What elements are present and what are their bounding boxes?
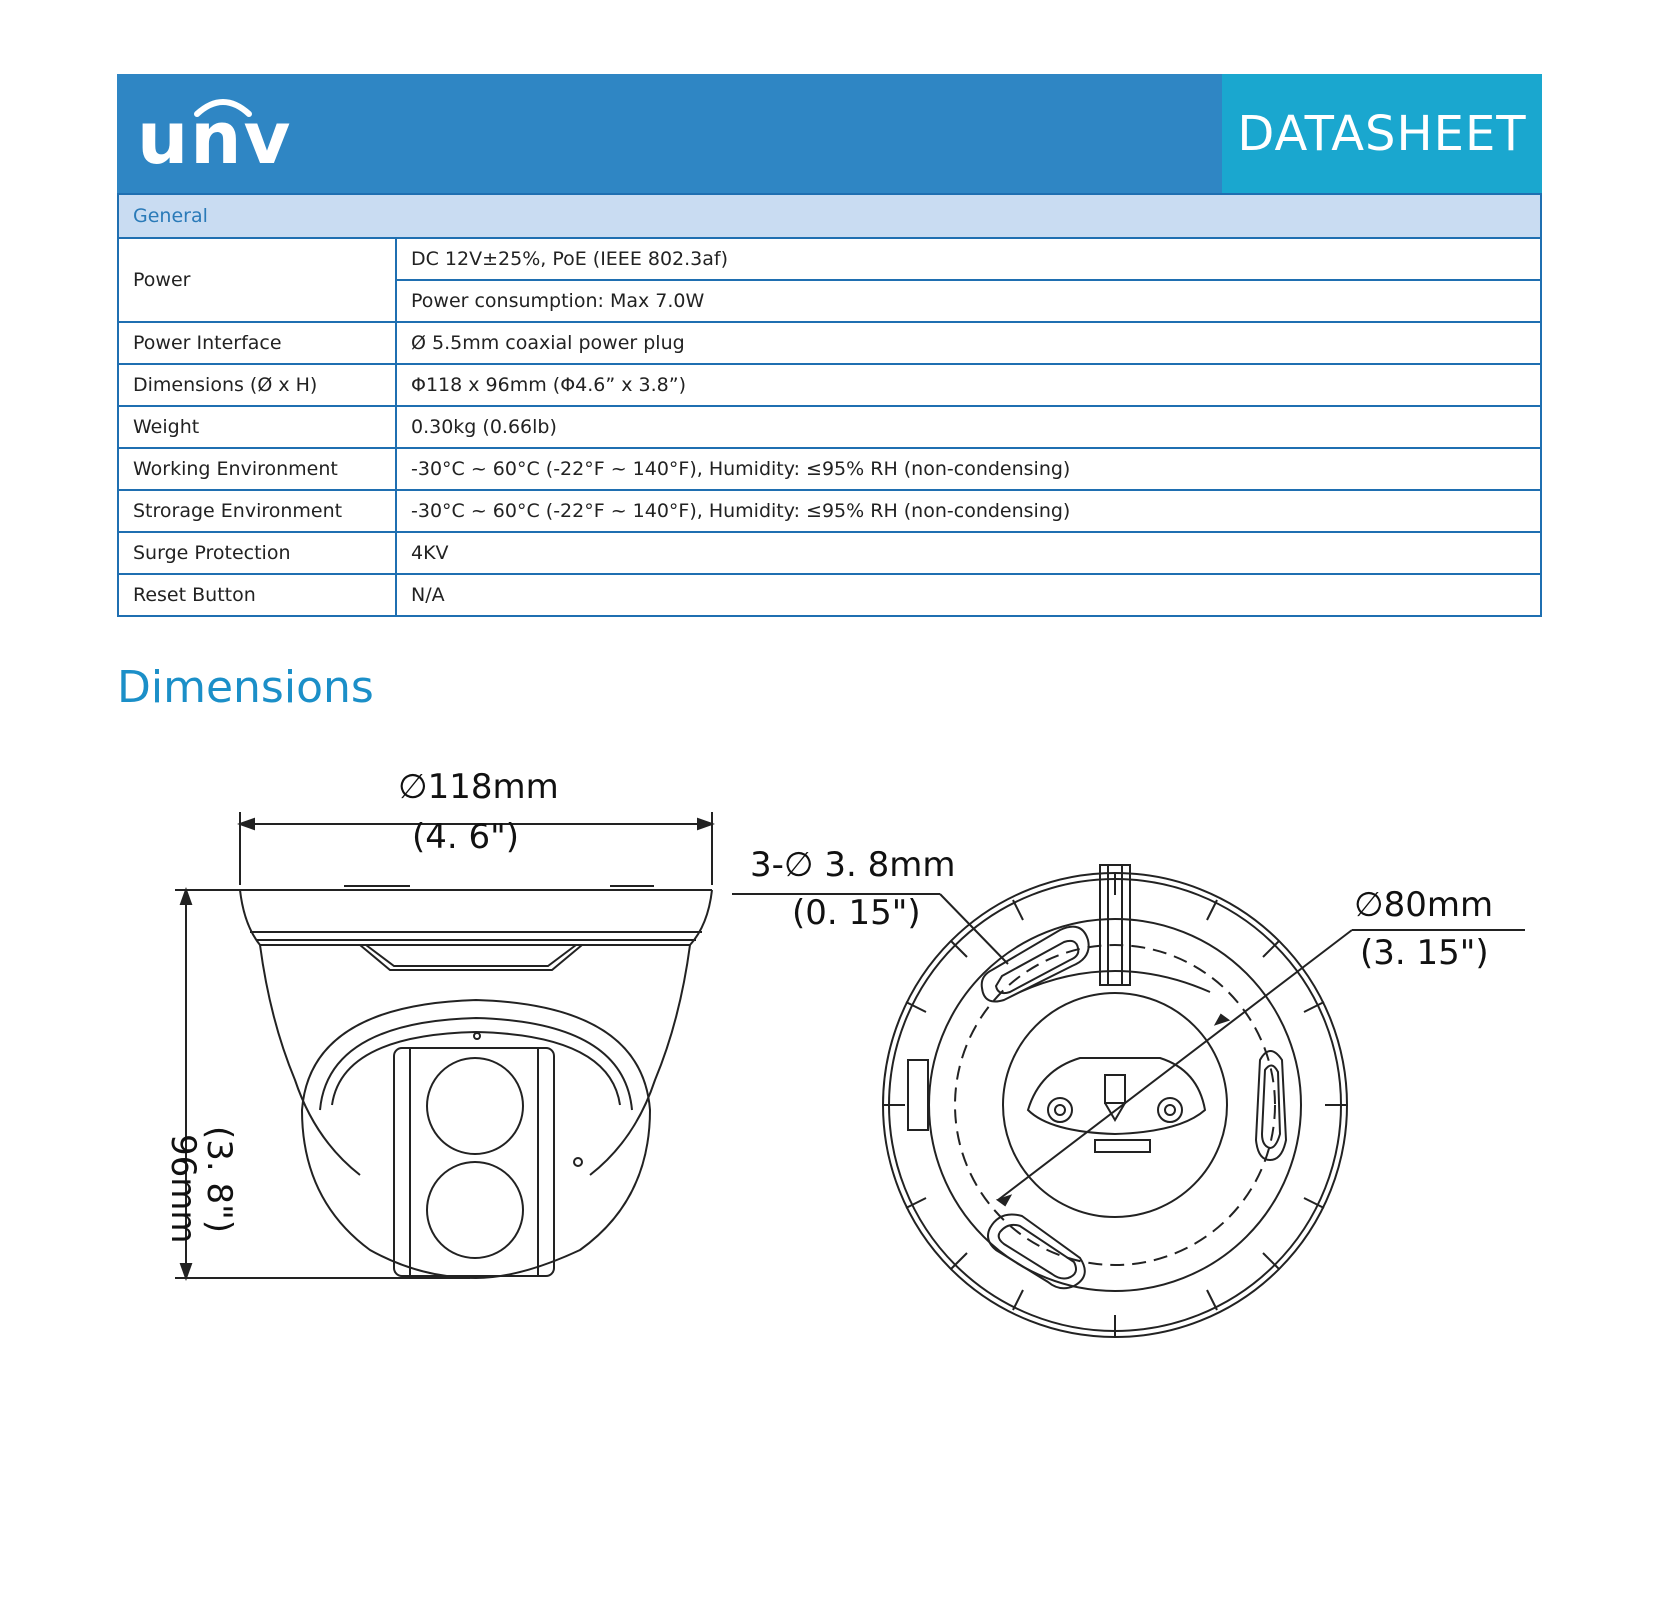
spec-value: -30°C ~ 60°C (-22°F ~ 140°F), Humidity: ≤95% RH (non-condensing) (396, 490, 1541, 532)
pitch-mm: ∅80mm (1354, 885, 1494, 925)
table-row (118, 532, 1541, 574)
dimension-drawing (120, 730, 1540, 1370)
spec-value: Power consumption: Max 7.0W (396, 280, 1541, 322)
spec-value: -30°C ~ 60°C (-22°F ~ 140°F), Humidity: ≤95% RH (non-condensing) (396, 448, 1541, 490)
section-title: General (118, 194, 1541, 238)
unv-logo (137, 92, 293, 180)
dimensions-title: Dimensions (117, 662, 374, 713)
table-row (118, 448, 1541, 490)
table-row (118, 238, 1541, 280)
spec-key: Working Environment (118, 448, 396, 490)
spec-value: Ø 5.5mm coaxial power plug (396, 322, 1541, 364)
spec-key: Power Interface (118, 322, 396, 364)
hole-in: (0. 15") (792, 893, 921, 933)
datasheet-badge (1222, 74, 1542, 193)
side-width-mm: ∅118mm (398, 767, 559, 807)
spec-key: Weight (118, 406, 396, 448)
table-row (118, 322, 1541, 364)
spec-key: Surge Protection (118, 532, 396, 574)
table-row (118, 406, 1541, 448)
table-row (118, 364, 1541, 406)
logo-text: unv (137, 96, 293, 180)
logo-arc-icon (193, 94, 253, 118)
spec-value: Φ118 x 96mm (Φ4.6” x 3.8”) (396, 364, 1541, 406)
spec-table (117, 193, 1542, 617)
side-width-in: (4. 6") (412, 817, 520, 857)
spec-key: Dimensions (Ø x H) (118, 364, 396, 406)
side-height-mm: 96mm (163, 1134, 203, 1244)
spec-value: 0.30kg (0.66lb) (396, 406, 1541, 448)
spec-key: Power (118, 238, 396, 322)
side-view (175, 812, 712, 1278)
side-height-in: (3. 8") (199, 1126, 239, 1234)
spec-key: Reset Button (118, 574, 396, 616)
hole-mm: 3-∅ 3. 8mm (750, 845, 956, 885)
header-banner (117, 74, 1542, 193)
spec-value: N/A (396, 574, 1541, 616)
pitch-in: (3. 15") (1360, 933, 1489, 973)
table-section-row (118, 194, 1541, 238)
table-row (118, 574, 1541, 616)
spec-key: Strorage Environment (118, 490, 396, 532)
table-row (118, 490, 1541, 532)
datasheet-label: DATASHEET (1237, 105, 1527, 162)
spec-value: DC 12V±25%, PoE (IEEE 802.3af) (396, 238, 1541, 280)
spec-value: 4KV (396, 532, 1541, 574)
